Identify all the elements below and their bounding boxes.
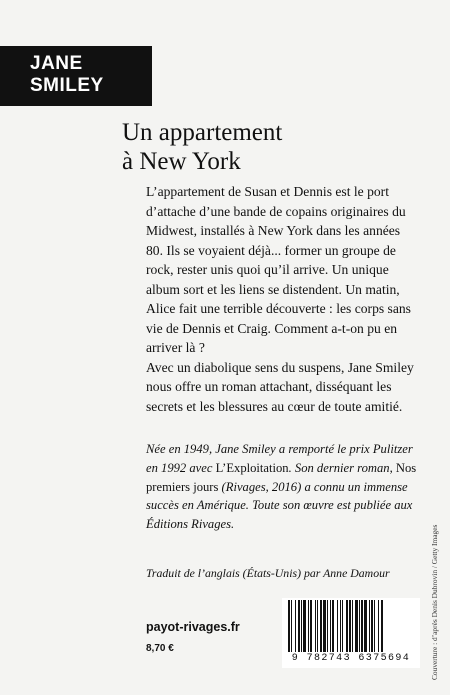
barcode [282, 598, 420, 668]
book-title-line-2: à New York [122, 148, 241, 175]
bio-part-3: (Rivages, 2016) a connu un immense succès en Amérique. Toute son œuvre est publiée aux Éditions Rivages. [146, 479, 413, 532]
bio-part-2: . Son dernier roman, [288, 460, 396, 475]
bio-book-title-1: L’Exploitation [215, 460, 289, 475]
cover-credit: Couverture : d’après Denis Dubrovin / Getty Images [430, 524, 439, 680]
bio-part-1: Née en 1949, Jane Smiley a remporté le prix Pulitzer en 1992 avec [146, 442, 413, 475]
author-last-name: SMILEY [30, 75, 104, 96]
summary-paragraph-2: Avec un diabolique sens du suspens, Jane Smiley nous offre un roman attachant, disséquant les secrets et les blessures au cœur de toute amitié. [146, 359, 414, 414]
book-title [122, 118, 282, 176]
translator-credit: Traduit de l’anglais (États-Unis) par Anne Damour [146, 566, 390, 580]
book-price: 8,70 € [146, 643, 174, 654]
author-name-block [0, 46, 152, 106]
summary-paragraph-1: L’appartement de Susan et Dennis est le port d’attache d’une bande de copains originaires du Midwest, installés à New York dans les années 80. Ils se voyaient déjà... former un groupe de rock, rester unis quoi qu’il arrive. Un unique album sort et les liens se distendent. Un matin, Alice fait une terrible découverte : les corps sans vie de Dennis et Craig. Comment a-t-on pu en arriver là ? [146, 184, 411, 355]
publisher-website: payot-rivages.fr [146, 620, 240, 634]
bio-book-title-2: Nos premiers jours [146, 460, 417, 494]
barcode-number: 9 782743 6375694 [291, 653, 411, 664]
author-bio [146, 440, 420, 534]
book-title-line-1: Un appartement [122, 119, 283, 146]
book-summary [146, 182, 420, 416]
barcode-bars [286, 600, 416, 654]
author-first-name: JANE [30, 53, 83, 74]
